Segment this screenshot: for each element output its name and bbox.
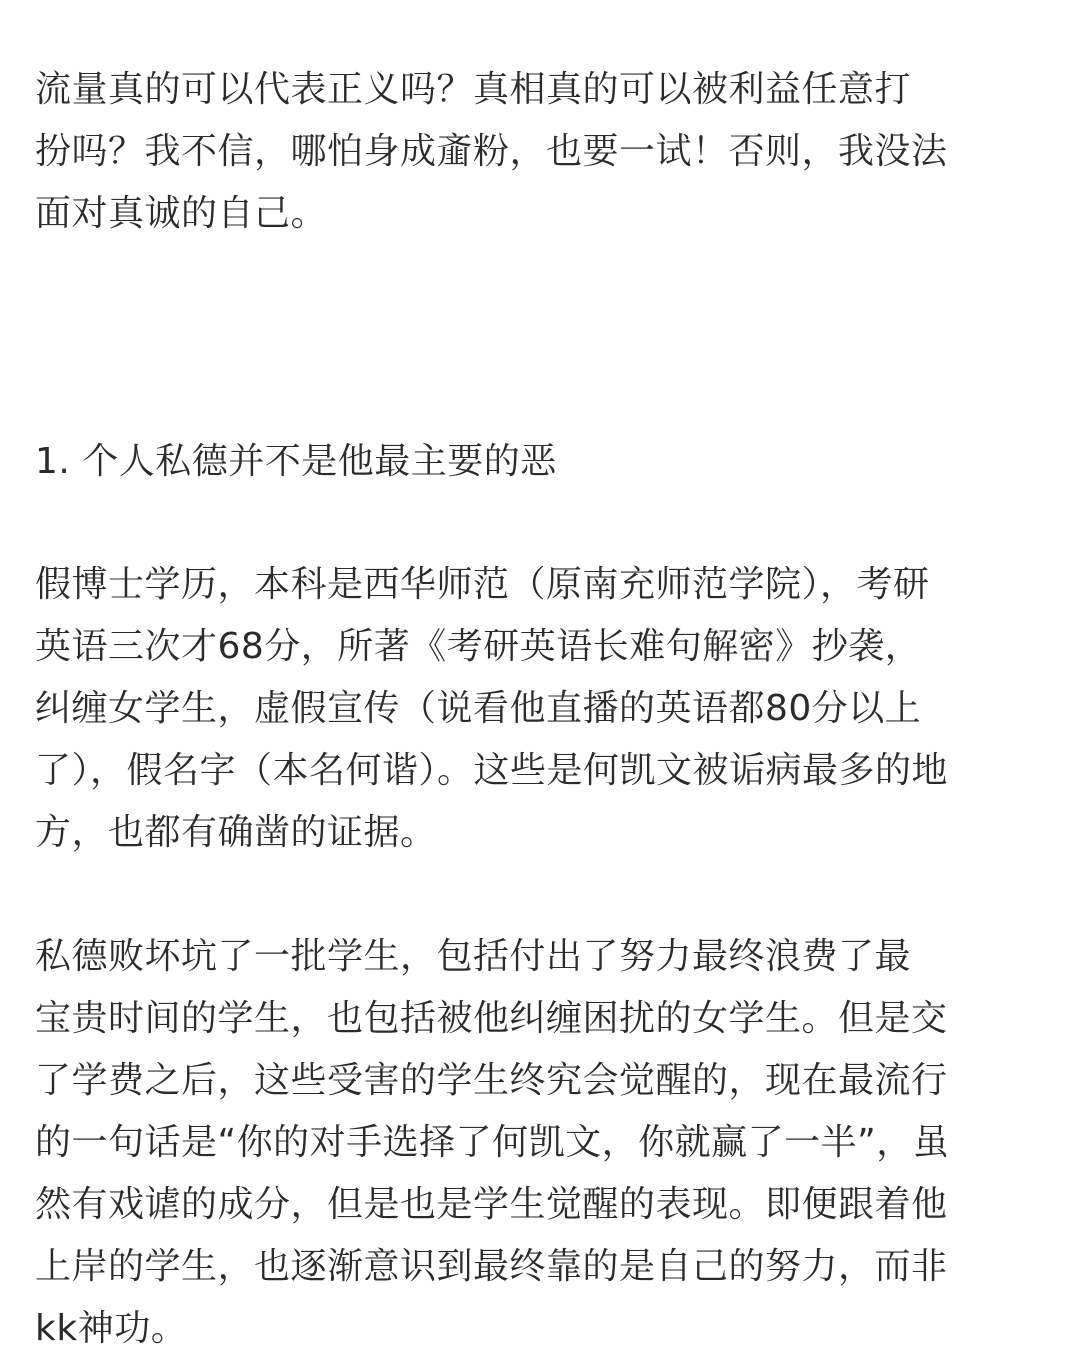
text-line: 上岸的学生，也逐渐意识到最终靠的是自己的努力，而非 xyxy=(35,1246,948,1287)
text-line: 宝贵时间的学生，也包括被他纠缠困扰的女学生。但是交 xyxy=(35,998,948,1039)
text-line: 的一句话是“你的对手选择了何凯文，你就赢了一半”，虽 xyxy=(35,1122,950,1163)
text-line: 流量真的可以代表正义吗？真相真的可以被利益任意打 xyxy=(35,69,912,110)
text-line: 私德败坏坑了一批学生，包括付出了努力最终浪费了最 xyxy=(35,936,912,977)
intro-paragraph xyxy=(35,59,948,245)
paragraph-2 xyxy=(35,926,949,1360)
text-line: 然有戏谑的成分，但是也是学生觉醒的表现。即便跟着他 xyxy=(35,1184,948,1225)
section-heading xyxy=(35,431,557,493)
text-line: 英语三次才68分，所著《考研英语长难句解密》抄袭， xyxy=(35,626,922,667)
paragraph-1 xyxy=(35,554,948,864)
text-line: 了），假名字（本名何谐）。这些是何凯文被诟病最多的地 xyxy=(35,750,949,791)
text-line: 假博士学历，本科是西华师范（原南充师范学院），考研 xyxy=(35,564,930,605)
text-line: kk神功。 xyxy=(35,1308,188,1349)
text-line: 纠缠女学生，虚假宣传（说看他直播的英语都80分以上 xyxy=(35,688,922,729)
text-line: 面对真诚的自己。 xyxy=(35,193,328,234)
section-heading-text: 1. 个人私德并不是他最主要的恶 xyxy=(35,441,557,482)
text-line: 方，也都有确凿的证据。 xyxy=(35,812,437,853)
text-line: 了学费之后，这些受害的学生终究会觉醒的，现在最流行 xyxy=(35,1060,948,1101)
text-line: 扮吗？我不信，哪怕身成齑粉，也要一试！否则，我没法 xyxy=(35,131,948,172)
